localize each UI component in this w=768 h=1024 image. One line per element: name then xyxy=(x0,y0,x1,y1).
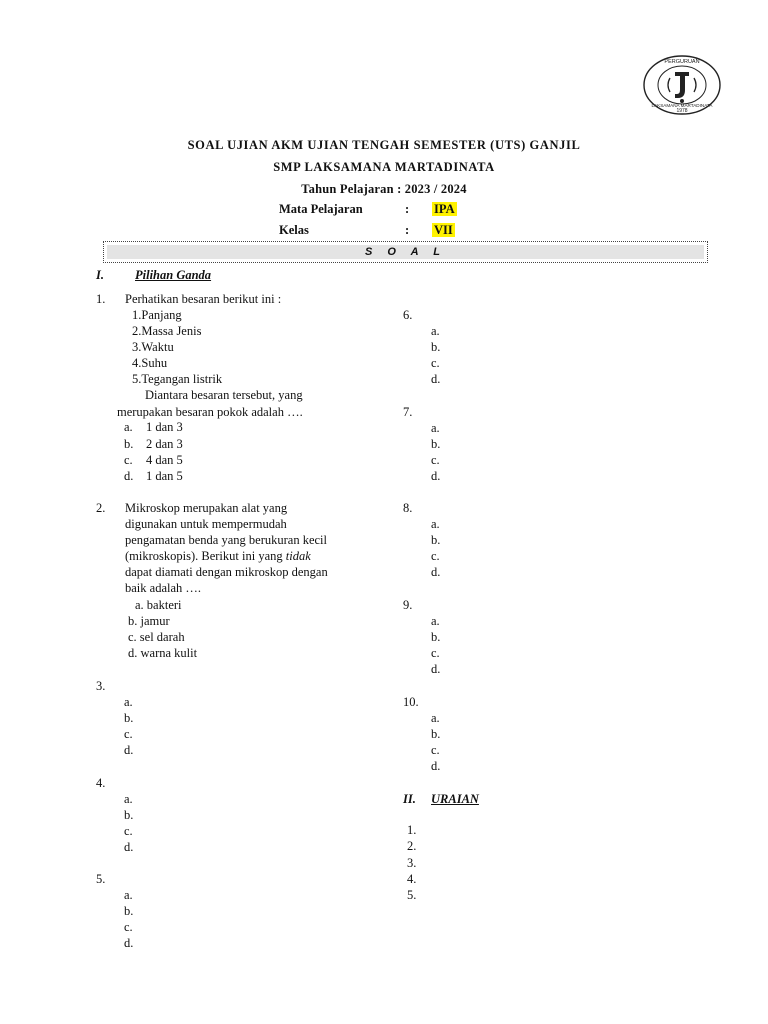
logo-ring-text: LAKSAMANA MARTADINATA xyxy=(651,103,713,108)
q5-option: b. xyxy=(124,904,134,918)
q2-option: b. jamur xyxy=(128,614,170,628)
school-logo xyxy=(642,54,722,116)
q2-option: d. warna kulit xyxy=(128,646,198,660)
q2-line: baik adalah …. xyxy=(125,581,202,595)
q2-option: c. sel darah xyxy=(128,630,185,644)
q1-option-text: 2 dan 3 xyxy=(146,437,183,451)
q4-option: d. xyxy=(124,840,134,854)
q9-number: 9. xyxy=(403,598,413,612)
q6-number: 6. xyxy=(403,308,413,322)
q4-number: 4. xyxy=(96,776,106,790)
q3-option: b. xyxy=(124,711,134,725)
section-1-title: Pilihan Ganda xyxy=(135,268,212,282)
q2-line: Mikroskop merupakan alat yang xyxy=(125,501,288,515)
q8-option: d. xyxy=(431,565,441,579)
q7-option: c. xyxy=(431,453,440,467)
class-value: VII xyxy=(434,223,453,237)
q7-option: a. xyxy=(431,421,440,435)
uraian-item: 4. xyxy=(407,872,417,886)
q4-option: b. xyxy=(124,808,134,822)
section-1-number: I. xyxy=(96,268,104,282)
q1-item: 5.Tegangan listrik xyxy=(132,372,223,386)
q6-option: a. xyxy=(431,324,440,338)
q1-item: 2.Massa Jenis xyxy=(132,324,202,338)
q3-number: 3. xyxy=(96,679,106,693)
q9-option: b. xyxy=(431,630,441,644)
q2-emphasis: tidak xyxy=(285,549,311,563)
q1-option-letter: b. xyxy=(124,437,134,451)
q3-option: a. xyxy=(124,695,133,709)
q6-option: c. xyxy=(431,356,440,370)
q9-option: a. xyxy=(431,614,440,628)
soal-banner: S O A L xyxy=(107,245,704,259)
q8-option: c. xyxy=(431,549,440,563)
q3-option: d. xyxy=(124,743,134,757)
q1-number: 1. xyxy=(96,292,106,306)
q1-item: 3.Waktu xyxy=(132,340,174,354)
uraian-item: 2. xyxy=(407,839,417,853)
q7-option: b. xyxy=(431,437,441,451)
uraian-item: 5. xyxy=(407,888,417,902)
q10-option: c. xyxy=(431,743,440,757)
exam-title: SOAL UJIAN AKM UJIAN TENGAH SEMESTER (UTS) GANJIL xyxy=(187,138,581,152)
soal-banner-box xyxy=(103,241,708,263)
q1-option-letter: d. xyxy=(124,469,134,483)
q8-option: a. xyxy=(431,517,440,531)
q1-option-letter: a. xyxy=(124,420,133,434)
uraian-item: 3. xyxy=(407,856,417,870)
q7-number: 7. xyxy=(403,405,413,419)
q9-option: c. xyxy=(431,646,440,660)
q10-option: d. xyxy=(431,759,441,773)
subject-label: Mata Pelajaran xyxy=(279,202,363,216)
q2-line: dapat diamati dengan mikroskop dengan xyxy=(125,565,328,579)
q3-option: c. xyxy=(124,727,133,741)
q5-number: 5. xyxy=(96,872,106,886)
q4-option: a. xyxy=(124,792,133,806)
q6-option: d. xyxy=(431,372,441,386)
q7-option: d. xyxy=(431,469,441,483)
q1-stem: Perhatikan besaran berikut ini : xyxy=(125,292,282,306)
q5-option: d. xyxy=(124,936,134,950)
q8-number: 8. xyxy=(403,501,413,515)
q1-question-line: merupakan besaran pokok adalah …. xyxy=(117,405,303,419)
q1-item: 1.Panjang xyxy=(132,308,182,322)
q2-line: (mikroskopis). Berikut ini yang xyxy=(125,549,286,563)
q1-option-text: 1 dan 3 xyxy=(146,420,183,434)
q1-option-text: 1 dan 5 xyxy=(146,469,183,483)
subject-value: IPA xyxy=(434,202,455,216)
q2-option: a. bakteri xyxy=(135,598,182,612)
class-label: Kelas xyxy=(279,223,309,237)
q2-line: pengamatan benda yang berukuran kecil xyxy=(125,533,327,547)
logo-year-text: 1978 xyxy=(676,108,688,114)
q2-number: 2. xyxy=(96,501,106,515)
class-colon: : xyxy=(405,223,410,237)
school-name: SMP LAKSAMANA MARTADINATA xyxy=(273,160,495,174)
q9-option: d. xyxy=(431,662,441,676)
q1-question-line: Diantara besaran tersebut, yang xyxy=(145,388,303,402)
uraian-item: 1. xyxy=(407,823,417,837)
section-2-title: URAIAN xyxy=(431,792,479,806)
logo-top-text: PERGURUAN xyxy=(664,59,700,65)
q2-line: digunakan untuk mempermudah xyxy=(125,517,287,531)
subject-colon: : xyxy=(405,202,410,216)
q8-option: b. xyxy=(431,533,441,547)
q10-number: 10. xyxy=(403,695,419,709)
q5-option: c. xyxy=(124,920,133,934)
q1-option-text: 4 dan 5 xyxy=(146,453,183,467)
q10-option: b. xyxy=(431,727,441,741)
q1-option-letter: c. xyxy=(124,453,133,467)
q5-option: a. xyxy=(124,888,133,902)
q1-item: 4.Suhu xyxy=(132,356,168,370)
academic-year: Tahun Pelajaran : 2023 / 2024 xyxy=(301,182,467,196)
section-2-number: II. xyxy=(403,792,416,806)
q6-option: b. xyxy=(431,340,441,354)
q10-option: a. xyxy=(431,711,440,725)
q4-option: c. xyxy=(124,824,133,838)
